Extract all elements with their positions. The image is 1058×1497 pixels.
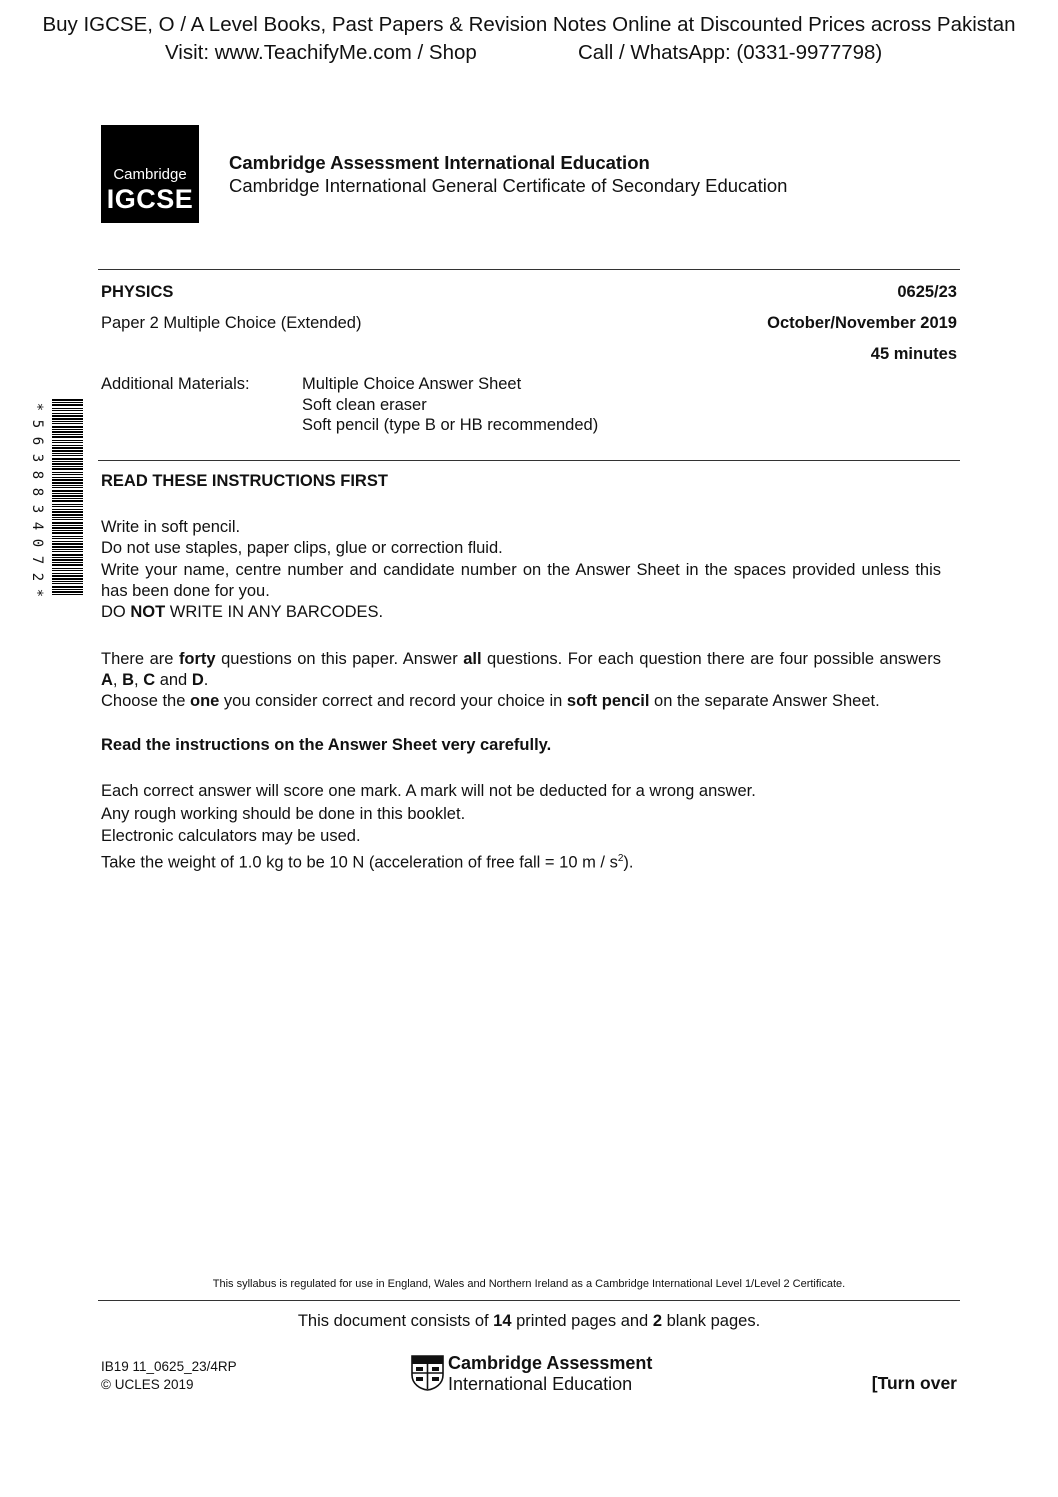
instructions-heading: READ THESE INSTRUCTIONS FIRST (101, 472, 388, 490)
text-run: you consider correct and record your choice in (219, 692, 567, 710)
barcode-digit: * (29, 402, 45, 412)
instruction-line (101, 649, 941, 691)
barcode-digit: 4 (29, 521, 45, 531)
text-run: on the separate Answer Sheet. (649, 692, 880, 710)
barcode-digits (27, 399, 47, 599)
text-run-bold: C (143, 671, 156, 689)
instruction-line (101, 691, 941, 712)
logo-cambridge-text: Cambridge (113, 166, 187, 183)
divider (98, 269, 960, 270)
text-run: blank pages. (662, 1312, 761, 1330)
text-run: and (155, 671, 192, 689)
text-run: printed pages and (511, 1312, 653, 1330)
barcode-digit: 6 (29, 436, 45, 446)
instruction-line: Electronic calculators may be used. (101, 827, 361, 845)
text-run: ). (623, 853, 634, 871)
text-run: Choose the (101, 692, 190, 710)
barcode-digit: 5 (29, 419, 45, 429)
barcode-icon (52, 399, 83, 596)
exam-session: October/November 2019 (767, 314, 957, 332)
promo-line: Buy IGCSE, O / A Level Books, Past Papers & Revision Notes Online at Discounted Prices across Pakistan (42, 13, 1016, 36)
text-run-bold: D (191, 671, 204, 689)
text-run: There are (101, 650, 179, 668)
publisher-name-line1: Cambridge Assessment (448, 1353, 653, 1373)
text-run: This document consists of (297, 1312, 494, 1330)
text-run: DO (101, 603, 131, 621)
instruction-line (101, 602, 941, 623)
barcode-digit: 2 (29, 572, 45, 582)
logo-igcse-text: IGCSE (106, 184, 194, 214)
materials-label: Additional Materials: (101, 375, 250, 393)
promo-visit: Visit: www.TeachifyMe.com / Shop (165, 41, 477, 64)
qualification-name: Cambridge International General Certificate of Secondary Education (229, 175, 788, 196)
material-item: Multiple Choice Answer Sheet (302, 375, 522, 393)
subject: PHYSICS (101, 283, 174, 301)
instructions-block-2 (101, 649, 941, 712)
barcode-digit: 8 (29, 487, 45, 497)
divider (98, 460, 960, 461)
text-run-bold: 14 (493, 1312, 512, 1330)
promo-call: Call / WhatsApp: (0331-9977798) (578, 41, 883, 64)
exam-duration: 45 minutes (870, 345, 957, 363)
text-run: Take the weight of 1.0 kg to be 10 N (acceleration of free fall = 10 m / s (101, 853, 618, 871)
paper-title: Paper 2 Multiple Choice (Extended) (101, 314, 362, 332)
instruction-line: Write your name, centre number and candidate number on the Answer Sheet in the spaces provided unless this has been done for you. (101, 561, 941, 600)
superscript: 2 (617, 852, 624, 864)
text-run: WRITE IN ANY BARCODES. (165, 603, 384, 621)
text-run-bold: all (463, 650, 482, 668)
divider (98, 1300, 960, 1301)
instructions-block-3 (101, 780, 941, 874)
text-run-bold: soft pencil (566, 692, 650, 710)
turn-over: [Turn over (871, 1373, 957, 1393)
instruction-line (101, 848, 941, 874)
barcode-digit: 7 (29, 555, 45, 565)
copyright: © UCLES 2019 (101, 1377, 194, 1392)
text-run: questions. For each question there are four possible answers (481, 650, 941, 668)
text-run: , (112, 671, 123, 689)
instruction-line: Do not use staples, paper clips, glue or correction fluid. (101, 539, 503, 557)
text-run-bold: forty (178, 650, 216, 668)
text-run-bold: one (189, 692, 220, 710)
answer-sheet-note: Read the instructions on the Answer Sheet very carefully. (101, 736, 552, 754)
regulation-note: This syllabus is regulated for use in England, Wales and Northern Ireland as a Cambridge International Level 1/Level 2 Certificate. (212, 1278, 846, 1290)
barcode-digit: 8 (29, 470, 45, 480)
text-run-bold: NOT (130, 603, 166, 621)
material-item: Soft clean eraser (302, 396, 427, 414)
document-reference: IB19 11_0625_23/4RP (101, 1359, 237, 1374)
exam-code: 0625/23 (897, 283, 957, 301)
instruction-line: Each correct answer will score one mark. A mark will not be deducted for a wrong answer. (101, 782, 756, 800)
barcode-digit: 0 (29, 538, 45, 548)
text-run: questions on this paper. Answer (215, 650, 464, 668)
page-count-note (0, 1312, 1058, 1331)
text-run: , (134, 671, 144, 689)
cambridge-igcse-logo (101, 125, 199, 223)
text-run-bold: A (101, 671, 113, 689)
instruction-line: Any rough working should be done in this booklet. (101, 804, 466, 823)
text-run-bold: B (122, 671, 135, 689)
university-shield-icon (411, 1355, 444, 1391)
barcode-digit: 3 (29, 453, 45, 463)
organisation-name: Cambridge Assessment International Education (229, 152, 650, 173)
material-item: Soft pencil (type B or HB recommended) (302, 416, 599, 434)
instruction-line: Write in soft pencil. (101, 518, 241, 536)
text-run: . (203, 671, 209, 689)
barcode-digit: * (29, 588, 45, 598)
text-run-bold: 2 (652, 1312, 662, 1330)
instructions-block-1 (101, 517, 941, 623)
publisher-name-line2: International Education (448, 1374, 633, 1394)
barcode-digit: 3 (29, 504, 45, 514)
